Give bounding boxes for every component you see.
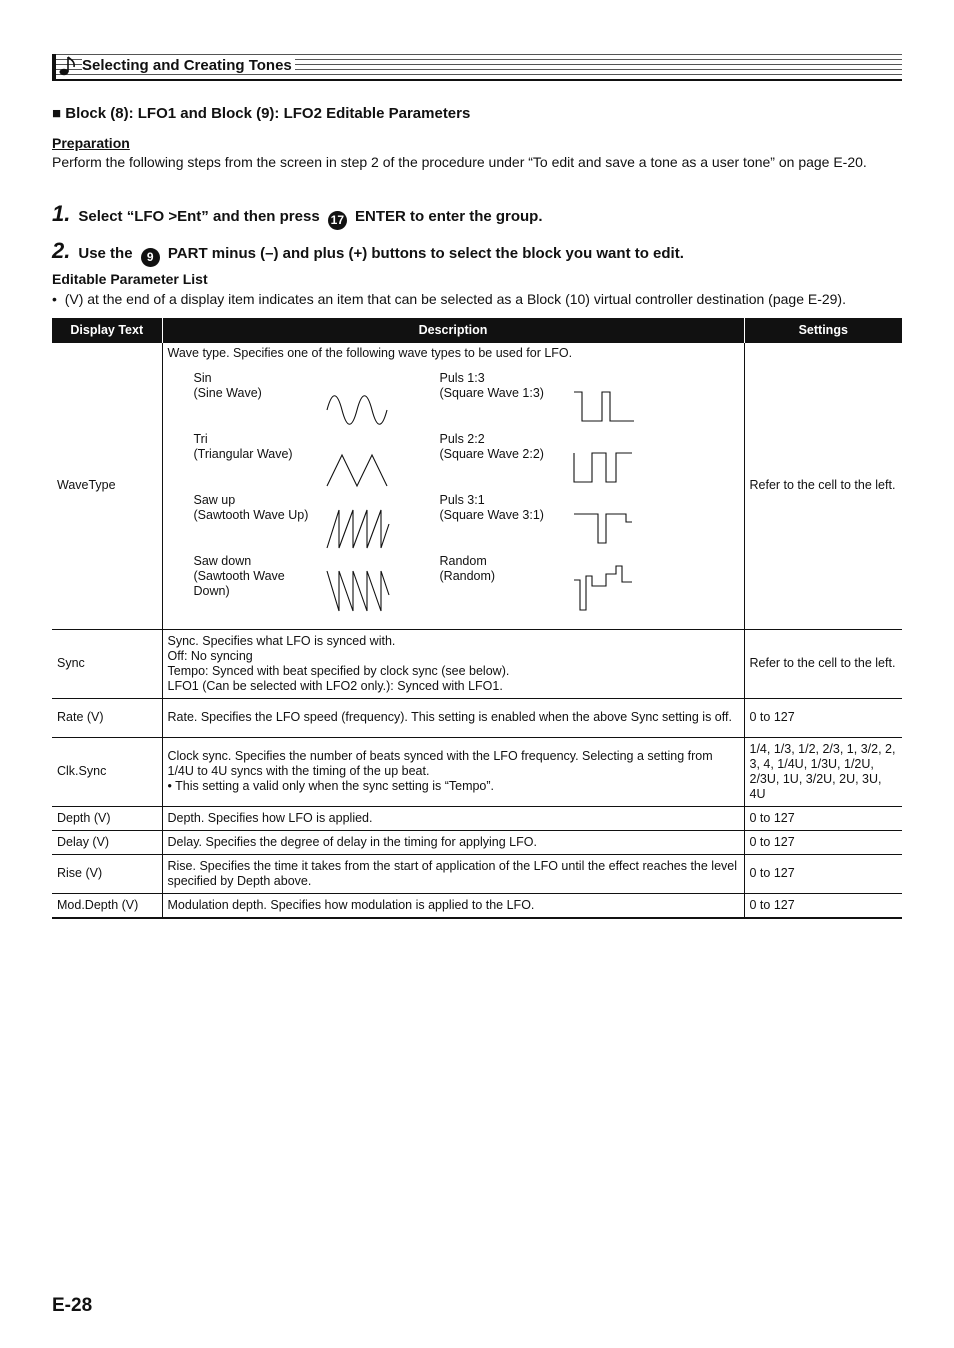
column-header: Display Text (52, 318, 162, 342)
header-title: Selecting and Creating Tones (82, 57, 295, 74)
settings-cell: 0 to 127 (744, 854, 902, 893)
wave-label-tri: Tri (Triangular Wave) (193, 431, 293, 461)
wave-label-saw-up: Saw up (Sawtooth Wave Up) (193, 492, 309, 522)
settings-cell: 1/4, 1/3, 1/2, 2/3, 1, 3/2, 2, 3, 4, 1/4U, 1/3U, 1/2U, 2/3U, 1U, 3/2U, 2U, 3U, 4U (744, 737, 902, 806)
table-row (52, 342, 902, 629)
description-cell: Rate. Specifies the LFO speed (frequency). This setting is enabled when the above Sync setting is off. (162, 698, 744, 737)
table-row (52, 698, 902, 737)
part-button-number-icon: 9 (141, 248, 160, 267)
wave-label-saw-down: Saw down (Sawtooth Wave Down) (193, 553, 285, 598)
table-row (52, 806, 902, 830)
settings-cell: 0 to 127 (744, 830, 902, 854)
display-text-cell: Depth (V) (52, 806, 162, 830)
square-bullet-icon: ■ (52, 105, 62, 122)
step-text: PART minus (–) and plus (+) buttons to select the block you want to edit. (167, 245, 684, 262)
description-cell: Depth. Specifies how LFO is applied. (162, 806, 744, 830)
settings-cell: 0 to 127 (744, 698, 902, 737)
display-text-cell: Delay (V) (52, 830, 162, 854)
table-row (52, 737, 902, 806)
table-row (52, 830, 902, 854)
description-cell: Sync. Specifies what LFO is synced with. Off: No syncing Tempo: Synced with beat specified by clock sync (see below). LFO1 (Can be selected with LFO2 only.): Synced with LFO1. (162, 629, 744, 698)
music-note-icon (58, 55, 78, 77)
page-number: E-28 (52, 1295, 93, 1316)
step-number: 2. (52, 238, 71, 263)
display-text-cell: Mod.Depth (V) (52, 893, 162, 918)
preparation-text: Perform the following steps from the screen in step 2 of the procedure under “To edit and save a tone as a user tone” on page E-20. (52, 154, 867, 170)
wave-label-puls-1-3: Puls 1:3 (Square Wave 1:3) (439, 370, 544, 400)
settings-cell: 0 to 127 (744, 893, 902, 918)
description-cell: Delay. Specifies the degree of delay in the timing for applying LFO. (162, 830, 744, 854)
section-title (52, 105, 470, 122)
sine-wave-icon (325, 393, 391, 427)
display-text-cell: Rise (V) (52, 854, 162, 893)
section-title-text: Block (8): LFO1 and Block (9): LFO2 Editable Parameters (65, 105, 471, 122)
wave-intro: Wave type. Specifies one of the following wave types to be used for LFO. (167, 345, 573, 360)
wave-label-sin: Sin (Sine Wave) (193, 370, 262, 400)
step-number: 1. (52, 201, 71, 226)
param-list-note: • (V) at the end of a display item indicates an item that can be selected as a Block (10) virtual controller destination (page E-29). (52, 291, 846, 307)
table-row (52, 893, 902, 918)
saw-down-wave-icon (325, 567, 393, 615)
pulse-1-3-wave-icon (572, 390, 636, 424)
table-header-row (52, 318, 902, 342)
column-header: Description (162, 318, 744, 342)
saw-up-wave-icon (325, 506, 393, 552)
step-text: ENTER to enter the group. (355, 208, 543, 225)
pulse-2-2-wave-icon (572, 451, 636, 485)
param-list-label: Editable Parameter List (52, 271, 208, 287)
section-header (52, 54, 902, 80)
description-cell: Clock sync. Specifies the number of beats synced with the LFO frequency. Selecting a setting from 1/4U to 4U syncs with the timing of the up beat. • This setting a valid only when the sync setting is “Tempo”. (162, 737, 744, 806)
pulse-3-1-wave-icon (572, 512, 636, 546)
step-2 (52, 238, 684, 267)
settings-cell: 0 to 127 (744, 806, 902, 830)
display-text-cell: Rate (V) (52, 698, 162, 737)
wave-label-random: Random (Random) (439, 553, 496, 583)
wave-label-puls-2-2: Puls 2:2 (Square Wave 2:2) (439, 431, 544, 461)
description-cell: Modulation depth. Specifies how modulation is applied to the LFO. (162, 893, 744, 918)
description-cell: Rise. Specifies the time it takes from the start of application of the LFO until the effect reaches the level specified by Depth above. (162, 854, 744, 893)
display-text-cell: WaveType (52, 342, 162, 629)
random-wave-icon (572, 564, 636, 614)
table-row (52, 629, 902, 698)
table-row (52, 854, 902, 893)
step-text: Use the (78, 245, 133, 262)
column-header: Settings (744, 318, 902, 342)
wave-label-puls-3-1: Puls 3:1 (Square Wave 3:1) (439, 492, 544, 522)
display-text-cell: Sync (52, 629, 162, 698)
header-bar-marker (52, 54, 56, 80)
step-1 (52, 201, 543, 230)
settings-cell: Refer to the cell to the left. (744, 342, 902, 629)
enter-button-number-icon: 17 (328, 211, 347, 230)
step-text: Select “LFO >Ent” and then press (78, 208, 320, 225)
description-cell (162, 342, 744, 629)
triangle-wave-icon (325, 452, 391, 488)
display-text-cell: Clk.Sync (52, 737, 162, 806)
settings-cell: Refer to the cell to the left. (744, 629, 902, 698)
preparation-label: Preparation (52, 135, 130, 151)
wave-type-list (167, 345, 738, 610)
parameter-table (52, 318, 902, 919)
